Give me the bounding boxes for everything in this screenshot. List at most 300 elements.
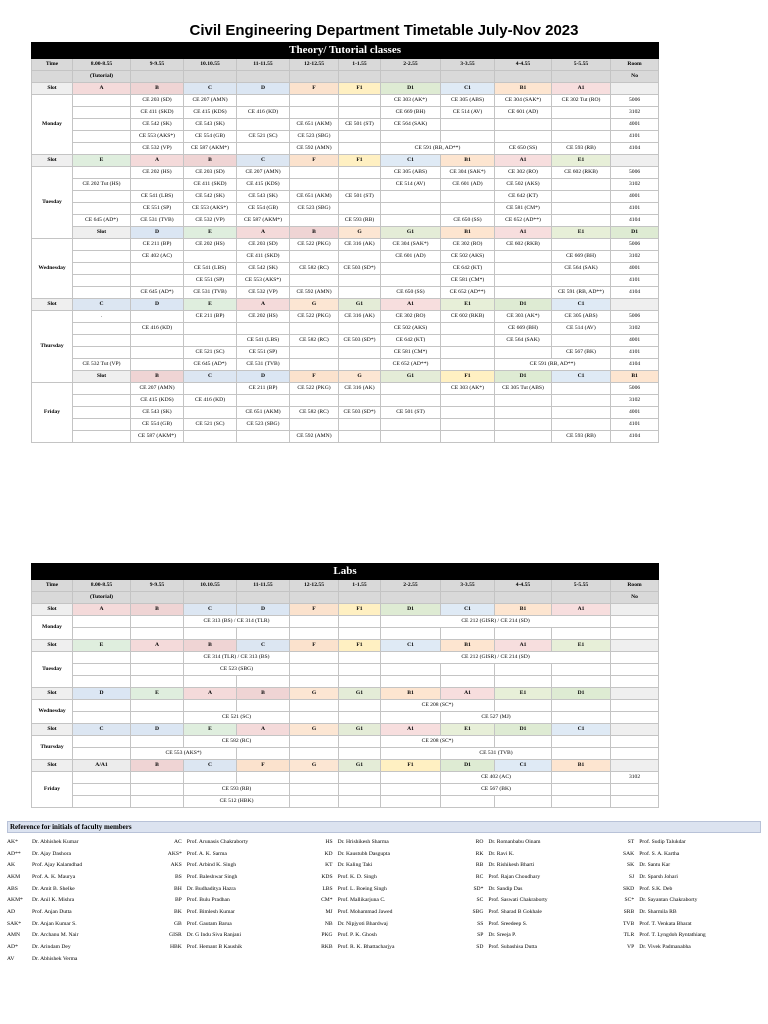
faculty-initials: BS (174, 873, 182, 880)
table-cell: CE 416 (KD) (184, 395, 237, 407)
table-cell: CE 523 (SBG) (290, 203, 339, 215)
table-row (32, 275, 659, 287)
table-cell: 4001 (611, 335, 659, 347)
table-cell (381, 748, 441, 760)
table-cell (290, 652, 339, 664)
table-row (32, 772, 659, 784)
table-cell: CE 581 (CM*) (381, 347, 441, 359)
table-cell (495, 119, 552, 131)
table-cell (290, 107, 339, 119)
table-cell: CE 542 (SK) (184, 191, 237, 203)
slot-cell: B (290, 227, 339, 239)
table-cell: CE 593 (RB) (552, 143, 611, 155)
table-cell (131, 347, 184, 359)
faculty-name: Prof. T. Lyngdoh Ryntathiang (639, 932, 706, 939)
table-cell (184, 407, 237, 419)
table-cell: CE 501 (ST) (339, 119, 381, 131)
slot-cell: G (339, 227, 381, 239)
header-cell (184, 71, 237, 83)
reference-item (309, 941, 460, 953)
table-cell (339, 664, 381, 676)
header-cell (441, 592, 495, 604)
slot-cell: A (73, 604, 131, 616)
faculty-name: Prof. K. D. Singh (337, 873, 377, 880)
faculty-name: Prof. Gautam Barua (186, 920, 232, 927)
header-cell: No (611, 71, 659, 83)
table-cell: CE 521 (SC) (184, 419, 237, 431)
table-cell (441, 628, 495, 640)
slot-cell: G (290, 299, 339, 311)
reference-item (610, 941, 761, 953)
faculty-name: Dr. Budhaditya Hazra (186, 885, 236, 892)
slot-cell: G1 (339, 724, 381, 736)
table-cell: CE 503 (SD*) (339, 335, 381, 347)
table-cell (73, 263, 131, 275)
faculty-initials: AK (7, 862, 16, 869)
slot-cell: D (237, 371, 290, 383)
faculty-name: Dr. Vivek Padmanabha (639, 944, 691, 951)
table-cell: CE 305 Tut (ABS) (495, 383, 552, 395)
table-cell (290, 347, 339, 359)
slot-cell: A (131, 155, 184, 167)
table-cell (339, 676, 381, 688)
slot-cell: D1 (611, 227, 659, 239)
faculty-name: Dr. Kaustubh Dasgupta (337, 850, 390, 857)
table-cell: CE 669 (BH) (381, 107, 441, 119)
reference-item (158, 918, 309, 930)
faculty-name: Prof. Arbind K. Singh (186, 862, 237, 869)
table-cell (495, 431, 552, 443)
slot-cell: A1 (552, 83, 611, 95)
table-cell (381, 772, 441, 784)
slot-cell: B1 (552, 760, 611, 772)
table-cell (611, 736, 659, 748)
table-cell (552, 335, 611, 347)
table-cell: CE 512 (HBK) (184, 796, 290, 808)
table-cell (339, 251, 381, 263)
slot-cell: Slot (73, 227, 131, 239)
table-cell (237, 748, 290, 760)
table-cell (552, 700, 611, 712)
theory-timetable (31, 42, 659, 443)
slot-row (32, 227, 659, 239)
table-row (32, 431, 659, 443)
slot-cell: Slot (73, 371, 131, 383)
reference-item (158, 953, 309, 965)
table-cell: CE 650 (SS) (495, 143, 552, 155)
table-cell (237, 700, 290, 712)
table-cell (184, 628, 237, 640)
faculty-initials: TLR (623, 932, 635, 939)
table-cell (290, 95, 339, 107)
table-cell (73, 652, 131, 664)
table-cell (237, 431, 290, 443)
day-label: Tuesday (32, 167, 73, 239)
slot-cell: F1 (339, 604, 381, 616)
slot-cell: C (184, 83, 237, 95)
table-cell: CE 645 (AD*) (184, 359, 237, 371)
table-cell: CE 305 (ABS) (381, 167, 441, 179)
slot-cell: C1 (552, 724, 611, 736)
header-cell (184, 592, 237, 604)
slot-cell: F1 (441, 371, 495, 383)
reference-item (158, 930, 309, 942)
table-cell: 4104 (611, 143, 659, 155)
table-cell (290, 395, 339, 407)
reference-item (610, 836, 761, 848)
table-cell: CE 592 (AMN) (290, 143, 339, 155)
table-cell (339, 784, 381, 796)
table-cell (552, 107, 611, 119)
table-cell: 4001 (611, 407, 659, 419)
slot-cell: F (290, 371, 339, 383)
table-cell (339, 323, 381, 335)
reference-item (158, 941, 309, 953)
table-cell: CE 305 (ABS) (441, 95, 495, 107)
table-cell: CE 532 (VP) (184, 215, 237, 227)
faculty-initials: RC (475, 873, 484, 880)
table-cell: CE 208 (SC*) (381, 700, 495, 712)
table-cell: CE 587 (AKM*) (131, 431, 184, 443)
table-cell: CE 527 (MJ) (441, 712, 552, 724)
table-row (32, 407, 659, 419)
day-label: Monday (32, 616, 73, 640)
table-cell (441, 203, 495, 215)
slot-cell (611, 724, 659, 736)
table-cell: CE 415 (KDS) (237, 179, 290, 191)
slot-cell: B (131, 604, 184, 616)
table-cell: CE 593 (RB) (339, 215, 381, 227)
table-cell (237, 119, 290, 131)
reference-item (309, 859, 460, 871)
slot-cell: E (73, 640, 131, 652)
reference-item (610, 906, 761, 918)
table-cell (73, 95, 131, 107)
faculty-name: Dr. Rishikesh Bharti (488, 862, 535, 869)
table-row (32, 263, 659, 275)
table-cell: CE 652 (AD**) (495, 215, 552, 227)
header-cell: 10.10.55 (184, 580, 237, 592)
table-cell (290, 664, 339, 676)
table-cell: CE 316 (AK) (339, 383, 381, 395)
faculty-name: Dr. Sayantan Chakraborty (639, 897, 698, 904)
table-cell (381, 203, 441, 215)
table-cell (237, 676, 290, 688)
table-row (32, 107, 659, 119)
table-cell (441, 323, 495, 335)
table-cell: CE 302 (RO) (495, 167, 552, 179)
table-cell: CE 521 (SC) (184, 347, 237, 359)
slot-cell: G (290, 688, 339, 700)
header-cell (131, 71, 184, 83)
table-cell (611, 664, 659, 676)
table-cell (237, 628, 290, 640)
table-cell (73, 275, 131, 287)
table-cell (290, 736, 339, 748)
header-cell (552, 592, 611, 604)
slot-row (32, 299, 659, 311)
table-cell (339, 772, 381, 784)
table-cell: CE 514 (AV) (552, 323, 611, 335)
table-cell (73, 676, 131, 688)
faculty-initials: VP (627, 944, 635, 951)
table-row (32, 736, 659, 748)
faculty-initials: HBK (169, 944, 182, 951)
table-cell (495, 676, 552, 688)
slot-cell: C1 (441, 83, 495, 95)
faculty-name: Dr. Anil K. Mishra (32, 897, 75, 904)
table-cell: CE 531 (TVB) (184, 287, 237, 299)
header-row (32, 71, 659, 83)
table-cell: CE 415 (KDS) (131, 395, 184, 407)
reference-item (459, 941, 610, 953)
table-cell: CE 521 (SC) (184, 712, 290, 724)
table-cell: CE 567 (BK) (552, 347, 611, 359)
table-cell: 4101 (611, 131, 659, 143)
faculty-initials: RK (475, 850, 484, 857)
table-cell (73, 395, 131, 407)
table-cell (495, 287, 552, 299)
slot-cell: Slot (32, 155, 73, 167)
header-cell (381, 592, 441, 604)
reference-item (610, 883, 761, 895)
table-cell: CE 564 (SAK) (552, 263, 611, 275)
table-cell: CE 207 (AMN) (184, 95, 237, 107)
reference-item (610, 894, 761, 906)
table-cell (339, 203, 381, 215)
table-cell (381, 784, 441, 796)
faculty-name: Dr. Sharmila RB (639, 908, 677, 915)
table-cell (131, 275, 184, 287)
faculty-name: Dr. Kaling Taki (337, 862, 373, 869)
slot-cell: A1 (495, 640, 552, 652)
table-cell: CE 207 (AMN) (237, 167, 290, 179)
faculty-initials: ABS (7, 885, 18, 892)
table-cell (611, 784, 659, 796)
slot-row (32, 724, 659, 736)
table-cell: CE 305 (ABS) (552, 311, 611, 323)
table-cell: CE 203 (SD) (131, 95, 184, 107)
faculty-name: Prof. Sharad B Gokhale (488, 908, 542, 915)
slot-cell: D (131, 724, 184, 736)
table-cell (552, 407, 611, 419)
table-cell (552, 215, 611, 227)
reference-item (309, 953, 460, 965)
table-cell: CE 304 (SAK*) (495, 95, 552, 107)
table-cell (552, 395, 611, 407)
slot-cell: B (131, 371, 184, 383)
faculty-name: Prof. S.K. Deb (639, 885, 673, 892)
slot-cell: F (290, 83, 339, 95)
table-cell: CE 642 (KT) (381, 335, 441, 347)
reference-item (610, 930, 761, 942)
table-cell (131, 700, 184, 712)
table-cell: CE 202 Tut (HS) (73, 179, 131, 191)
table-cell: 4101 (611, 419, 659, 431)
reference-item (7, 918, 158, 930)
table-row (32, 664, 659, 676)
slot-cell: D1 (495, 724, 552, 736)
table-cell: CE 303 (AK*) (381, 95, 441, 107)
faculty-initials: SS (477, 920, 484, 927)
table-cell (73, 335, 131, 347)
header-cell (237, 592, 290, 604)
table-cell: CE 650 (SS) (441, 215, 495, 227)
table-cell (73, 251, 131, 263)
section-title: Labs (32, 564, 659, 580)
table-cell (290, 251, 339, 263)
slot-row (32, 155, 659, 167)
table-row (32, 616, 659, 628)
reference-grid (7, 836, 761, 965)
header-row (32, 580, 659, 592)
table-cell: CE 669 (BH) (495, 323, 552, 335)
table-row (32, 311, 659, 323)
table-cell (73, 383, 131, 395)
slot-cell: B1 (495, 83, 552, 95)
table-cell: CE 582 (RC) (290, 335, 339, 347)
table-cell (339, 628, 381, 640)
table-cell (73, 784, 131, 796)
table-cell (552, 784, 611, 796)
slot-cell: B1 (611, 371, 659, 383)
reference-item (7, 930, 158, 942)
header-cell: 9-9.55 (131, 59, 184, 71)
section-title: Theory/ Tutorial classes (32, 43, 659, 59)
table-cell: CE 542 (SK) (237, 263, 290, 275)
table-cell (552, 736, 611, 748)
table-cell (339, 167, 381, 179)
table-cell: CE 645 (AD*) (73, 215, 131, 227)
table-cell: CE 411 (SKD) (131, 107, 184, 119)
faculty-initials: SK (627, 862, 635, 869)
table-cell (495, 263, 552, 275)
table-row (32, 796, 659, 808)
table-cell (184, 335, 237, 347)
table-cell (184, 251, 237, 263)
table-cell: CE 553 (AKS*) (131, 748, 237, 760)
table-cell (381, 676, 441, 688)
slot-cell: A (184, 688, 237, 700)
table-cell: CE 521 (SC) (237, 131, 290, 143)
slot-cell: B1 (441, 227, 495, 239)
table-cell (441, 676, 495, 688)
table-cell: CE 541 (LBS) (184, 263, 237, 275)
table-cell (381, 419, 441, 431)
faculty-initials: AKS* (167, 850, 182, 857)
table-cell: CE 554 (GB) (237, 203, 290, 215)
table-cell: CE 602 (RKB) (552, 167, 611, 179)
table-cell: CE 531 (TVB) (131, 215, 184, 227)
header-cell: Room (611, 580, 659, 592)
reference-item (459, 883, 610, 895)
faculty-initials: SC (476, 897, 484, 904)
faculty-name: Prof. R. K. Bhattacharjya (337, 944, 395, 951)
table-cell (131, 736, 184, 748)
faculty-initials: AMN (7, 932, 21, 939)
reference-item (158, 848, 309, 860)
table-cell (131, 616, 184, 628)
reference-heading: Reference for initials of faculty members (7, 821, 761, 833)
table-cell: CE 211 (BP) (184, 311, 237, 323)
header-cell: 1-1.55 (339, 59, 381, 71)
table-cell (339, 700, 381, 712)
table-cell (495, 275, 552, 287)
table-cell (339, 652, 381, 664)
table-cell: CE 522 (PKG) (290, 239, 339, 251)
faculty-name: Prof. A. K. Maurya (32, 873, 76, 880)
table-cell (495, 251, 552, 263)
slot-cell: Slot (32, 724, 73, 736)
table-cell (73, 736, 131, 748)
table-cell (552, 796, 611, 808)
table-cell (611, 712, 659, 724)
faculty-initials: AD (7, 908, 16, 915)
table-cell (552, 119, 611, 131)
table-cell: CE 651 (AKM) (290, 191, 339, 203)
table-cell (73, 203, 131, 215)
table-cell: CE 208 (SC*) (381, 736, 495, 748)
table-cell: 4101 (611, 347, 659, 359)
day-label: Thursday (32, 311, 73, 383)
slot-cell: C1 (495, 760, 552, 772)
table-cell: 3102 (611, 179, 659, 191)
slot-cell: Slot (32, 760, 73, 772)
table-cell: 4104 (611, 287, 659, 299)
reference-item (7, 836, 158, 848)
slot-cell: G1 (339, 760, 381, 772)
table-cell (495, 419, 552, 431)
table-cell: CE 501 (ST) (339, 191, 381, 203)
slot-cell (611, 604, 659, 616)
slot-cell: G1 (339, 299, 381, 311)
table-cell (339, 275, 381, 287)
table-cell (290, 676, 339, 688)
faculty-name: Dr. Amit B. Shelke (32, 885, 75, 892)
table-cell (131, 628, 184, 640)
table-cell (552, 712, 611, 724)
table-cell: CE 416 (KD) (237, 107, 290, 119)
table-cell: CE 591 (RB, AD**) (552, 287, 611, 299)
header-cell (290, 592, 339, 604)
reference-item (459, 859, 610, 871)
reference-item (309, 871, 460, 883)
table-cell: CE 202 (HS) (184, 239, 237, 251)
header-cell: 12-12.55 (290, 580, 339, 592)
day-label: Wednesday (32, 239, 73, 299)
slot-row (32, 83, 659, 95)
faculty-initials: GB (174, 920, 182, 927)
table-cell: CE 202 (HS) (131, 167, 184, 179)
table-row (32, 395, 659, 407)
table-cell (552, 179, 611, 191)
slot-cell: D1 (495, 371, 552, 383)
table-cell: CE 523 (SBG) (237, 419, 290, 431)
table-cell: 3102 (611, 395, 659, 407)
table-cell (611, 676, 659, 688)
table-cell: CE 411 (SKD) (237, 251, 290, 263)
table-cell (495, 796, 552, 808)
slot-cell: F (290, 640, 339, 652)
header-cell: 2-2.55 (381, 580, 441, 592)
slot-cell: C1 (381, 640, 441, 652)
header-cell: 4-4.55 (495, 59, 552, 71)
faculty-name: Dr. Romanbabu Oinam (488, 838, 541, 845)
faculty-initials: BK (174, 908, 182, 915)
slot-cell: D (131, 299, 184, 311)
day-label: Wednesday (32, 700, 73, 724)
table-cell: CE 502 (AKS) (381, 323, 441, 335)
